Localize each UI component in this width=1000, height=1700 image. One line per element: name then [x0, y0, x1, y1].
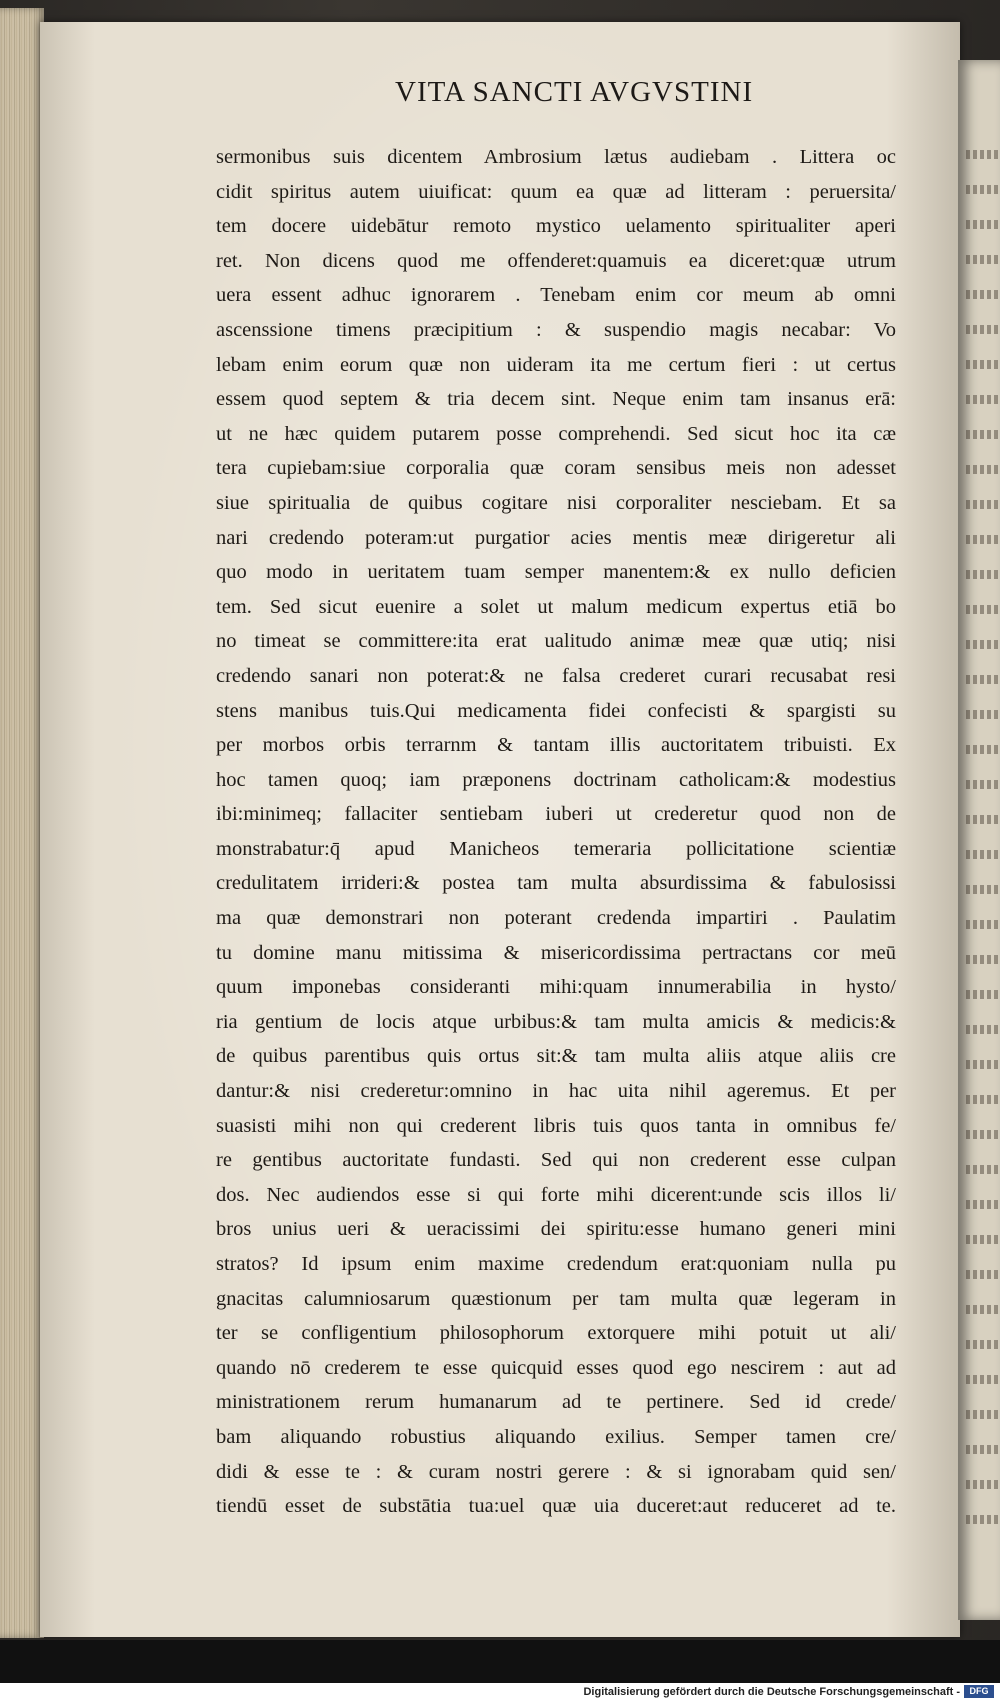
text-line: stens manibus tuis.Qui medicamenta fidei confecisti & spargisti su	[216, 699, 896, 722]
facing-page-text-fragment	[966, 1235, 1000, 1244]
facing-page-text-fragment	[966, 1130, 1000, 1139]
text-line: ut ne hæc quidem putarem posse comprehendi. Sed sicut hoc ita cæ	[216, 422, 896, 445]
text-line: re gentibus auctoritate fundasti. Sed qui non crederent esse culpan	[216, 1149, 896, 1172]
facing-page-text-fragment	[966, 1025, 1000, 1034]
text-line: de quibus parentibus quis ortus sit:& tam multa aliis atque aliis cre	[216, 1045, 896, 1068]
text-line: dantur:& nisi crederetur:omnino in hac uita nihil ageremus. Et per	[216, 1080, 896, 1103]
facing-page-text-fragment	[966, 1445, 1000, 1454]
facing-page-text-fragment	[966, 535, 1000, 544]
text-line: cidit spiritus autem uiuificat: quum ea quæ ad litteram : peruersita/	[216, 180, 896, 203]
facing-page-text-fragment	[966, 1515, 1000, 1524]
text-line: credendo sanari non poterat:& ne falsa crederet curari recusabat resi	[216, 664, 896, 687]
facing-page-text-fragment	[966, 640, 1000, 649]
facing-page-text-fragment	[966, 220, 1000, 229]
text-line: nari credendo poteram:ut purgatior acies mentis meæ dirigeretur ali	[216, 526, 896, 549]
facing-page-text-fragment	[966, 500, 1000, 509]
facing-page-text-fragment	[966, 290, 1000, 299]
facing-page-text-fragment	[966, 1270, 1000, 1279]
text-line: ascenssione timens præcipitium : & suspendio magis necabar: Vo	[216, 318, 896, 341]
facing-page-text-fragment	[966, 815, 1000, 824]
book-page-edges	[0, 8, 44, 1638]
facing-page-text-fragment	[966, 1480, 1000, 1489]
text-line: tiendū esset de substātia tua:uel quæ uia duceret:aut reduceret ad te.	[216, 1495, 896, 1518]
text-line: ministrationem rerum humanarum ad te pertinere. Sed id crede/	[216, 1391, 896, 1414]
facing-page-text-fragment	[966, 1095, 1000, 1104]
facing-page-text-fragment	[966, 360, 1000, 369]
text-line: sermonibus suis dicentem Ambrosium lætus audiebam . Littera oc	[216, 146, 896, 168]
facing-page-text-fragment	[966, 1165, 1000, 1174]
text-line: tu domine manu mitissima & misericordissima pertractans cor meū	[216, 941, 896, 964]
text-line: ria gentium de locis atque urbibus:& tam multa amicis & medicis:&	[216, 1010, 896, 1033]
text-line: stratos? Id ipsum enim maxime credendum erat:quoniam nulla pu	[216, 1253, 896, 1275]
text-line: quo modo in ueritatem tuam semper manentem:& ex nullo deficien	[216, 561, 896, 584]
facing-page-text-fragment	[966, 1305, 1000, 1314]
facing-page-text-fragment	[966, 395, 1000, 404]
facing-page-text-fragment	[966, 745, 1000, 754]
text-line: gnacitas calumniosarum quæstionum per tam multa quæ legeram in	[216, 1287, 896, 1310]
facing-page-text-fragment	[966, 465, 1000, 474]
text-line: per morbos orbis terrarnm & tantam illis auctoritatem tribuisti. Ex	[216, 734, 896, 757]
facing-page-text-fragment	[966, 430, 1000, 439]
dfg-logo: DFG	[964, 1685, 994, 1698]
text-line: no timeat se committere:ita erat ualitudo animæ meæ quæ utiq; nisi	[216, 630, 896, 653]
facing-page-text-fragment	[966, 570, 1000, 579]
facing-page-text-fragment	[966, 850, 1000, 859]
facing-page-text-fragment	[966, 710, 1000, 719]
facing-page-text-fragment	[966, 605, 1000, 614]
text-line: essem quod septem & tria decem sint. Neque enim tam insanus erā:	[216, 388, 896, 411]
text-line: lebam enim eorum quæ non uideram ita me certum fieri : ut certus	[216, 353, 896, 376]
text-line: didi & esse te : & curam nostri gerere : & si ignorabam quid sen/	[216, 1460, 896, 1483]
text-line: bros unius ueri & ueracissimi dei spiritu:esse humano generi mini	[216, 1218, 896, 1241]
facing-page-text-fragment	[966, 1410, 1000, 1419]
facing-page-text-fragment	[966, 1060, 1000, 1069]
facing-page-text-fragment	[966, 675, 1000, 684]
text-line: ter se confligentium philosophorum extorquere mihi potuit ut ali/	[216, 1322, 896, 1345]
facing-page-text-fragment	[966, 185, 1000, 194]
facing-page-text-fragment	[966, 1340, 1000, 1349]
text-line: ret. Non dicens quod me offenderet:quamuis ea diceret:quæ utrum	[216, 249, 896, 272]
facing-page-text-fragment	[966, 325, 1000, 334]
facing-page-text-fragment	[966, 255, 1000, 264]
running-head: VITA SANCTI AVGVSTINI	[395, 76, 754, 108]
facing-page-text-fragment	[966, 150, 1000, 159]
text-line: dos. Nec audiendos esse si qui forte mihi dicerent:unde scis illos li/	[216, 1183, 896, 1206]
text-line: ibi:minimeq; fallaciter sentiebam iuberi ut crederetur quod non de	[216, 803, 896, 826]
digitization-credit: Digitalisierung gefördert durch die Deutsche Forschungsgemeinschaft -	[583, 1686, 960, 1698]
text-line: tera cupiebam:siue corporalia quæ coram sensibus meis non adesset	[216, 457, 896, 480]
facing-page-text-fragment	[966, 1375, 1000, 1384]
facing-page-text-fragment	[966, 780, 1000, 789]
text-line: quando nō crederem te esse quicquid esses quod ego nescirem : aut ad	[216, 1356, 896, 1379]
text-line: tem docere uidebātur remoto mystico uelamento spiritualiter aperi	[216, 215, 896, 238]
text-line: ma quæ demonstrari non poterant credenda impartiri . Paulatim	[216, 907, 896, 930]
text-line: tem. Sed sicut euenire a solet ut malum medicum expertus etiā bo	[216, 595, 896, 618]
main-text-block	[216, 140, 896, 1524]
text-line: quum imponebas consideranti mihi:quam innumerabilia in hysto/	[216, 976, 896, 999]
facing-page-text-fragment	[966, 990, 1000, 999]
text-line: uera essent adhuc ignorarem . Tenebam enim cor meum ab omni	[216, 284, 896, 307]
facing-page-text-fragment	[966, 885, 1000, 894]
text-line: suasisti mihi non qui crederent libris tuis quos tanta in omnibus fe/	[216, 1114, 896, 1137]
facing-page-text-fragment	[966, 920, 1000, 929]
text-line: monstrabatur:q̄ apud Manicheos temeraria pollicitatione scientiæ	[216, 837, 896, 860]
facing-page-text-fragment	[966, 955, 1000, 964]
text-line: siue spiritualia de quibus cogitare nisi corporaliter nesciebam. Et sa	[216, 491, 896, 514]
text-line: hoc tamen quoq; iam præponens doctrinam catholicam:& modestius	[216, 768, 896, 791]
facing-page-text-fragment	[966, 1200, 1000, 1209]
text-line: bam aliquando robustius aliquando exilius. Semper tamen cre/	[216, 1425, 896, 1448]
text-line: credulitatem irrideri:& postea tam multa absurdissima & fabulosissi	[216, 872, 896, 895]
